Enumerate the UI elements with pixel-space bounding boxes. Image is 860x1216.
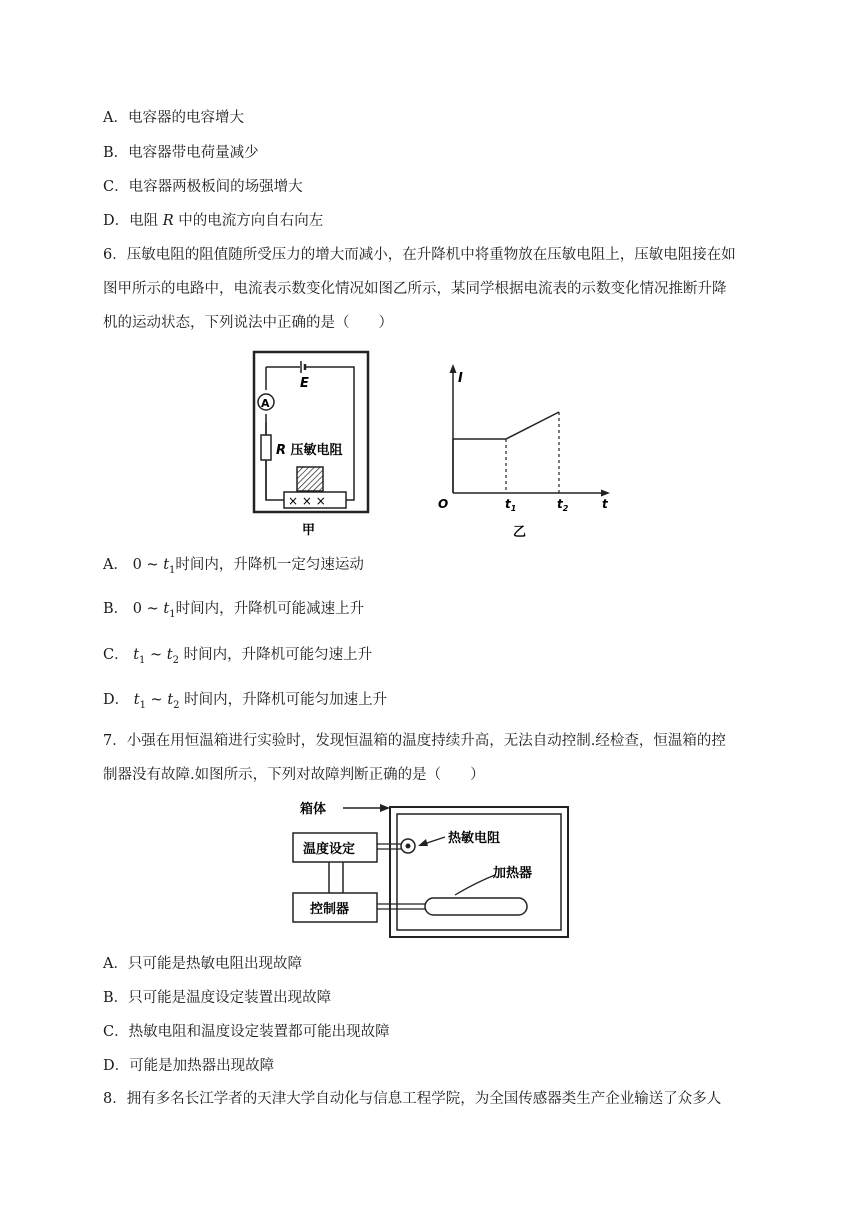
q6-option-b: B． 0 ~ $t_1$时间内，升降机可能减速上升 bbox=[103, 601, 365, 620]
thermistor-label: 热敏电阻 bbox=[448, 831, 501, 846]
q7-option-b: B．只可能是温度设定装置出现故障 bbox=[103, 990, 332, 1006]
q6-option-d: D． $t_1$ ~ $t_2$ 时间内，升降机可能匀加速上升 bbox=[103, 692, 388, 711]
resistor-label: R 压敏电阻 bbox=[276, 443, 343, 458]
q6-option-c: C． $t_1$ ~ $t_2$ 时间内，升降机可能匀速上升 bbox=[103, 647, 373, 666]
controller-label: 控制器 bbox=[310, 902, 350, 917]
q7-stem-line-1: 7．小强在用恒温箱进行实验时，发现恒温箱的温度持续升高，无法自动控制.经检查，恒温箱的控 bbox=[103, 733, 726, 749]
t2-label: $t_2$ bbox=[557, 497, 569, 513]
box-label: 箱体 bbox=[300, 802, 327, 817]
q6-circuit-figure bbox=[250, 350, 375, 540]
q5-option-b: B．电容器带电荷量减少 bbox=[103, 145, 259, 161]
current-series-line bbox=[453, 412, 559, 439]
box-outer-wall bbox=[390, 807, 568, 937]
t1-label: $t_1$ bbox=[505, 497, 517, 513]
q8-stem-line-1: 8．拥有多名长江学者的天津大学自动化与信息工程学院，为全国传感器类生产企业输送了众多人 bbox=[103, 1091, 722, 1107]
figure-jia-caption: 甲 bbox=[302, 523, 316, 538]
q5-option-d: D．电阻 R 中的电流方向自右向左 bbox=[103, 213, 324, 229]
figure-yi-caption: 乙 bbox=[513, 525, 527, 540]
q5-option-c: C．电容器两极板间的场强增大 bbox=[103, 179, 303, 195]
q6-option-a: A． 0 ~ $t_1$时间内，升降机一定匀速运动 bbox=[103, 557, 364, 576]
sensor-marks: × × × bbox=[288, 494, 326, 508]
y-axis-label: I bbox=[458, 371, 463, 386]
q7-option-d: D．可能是加热器出现故障 bbox=[103, 1058, 275, 1074]
resistor-icon bbox=[261, 435, 271, 460]
q6-current-graph bbox=[430, 360, 620, 540]
q5-option-a: A．电容器的电容增大 bbox=[103, 110, 244, 126]
q7-option-a: A．只可能是热敏电阻出现故障 bbox=[103, 956, 302, 972]
battery-label: E bbox=[300, 376, 309, 391]
ammeter-label: A bbox=[261, 397, 270, 410]
q7-stem-line-2: 制器没有故障.如图所示，下列对故障判断正确的是（ ） bbox=[103, 767, 485, 783]
heater-label: 加热器 bbox=[493, 866, 533, 881]
q6-stem-line-3: 机的运动状态，下列说法中正确的是（ ） bbox=[103, 315, 393, 331]
q6-stem-line-2: 图甲所示的电路中，电流表示数变化情况如图乙所示，某同学根据电流表的示数变化情况推断升降 bbox=[103, 281, 727, 297]
temp-set-label: 温度设定 bbox=[303, 842, 356, 857]
x-axis-label: t bbox=[602, 497, 608, 511]
q7-option-c: C．热敏电阻和温度设定装置都可能出现故障 bbox=[103, 1024, 390, 1040]
q7-thermostat-figure bbox=[285, 795, 575, 945]
origin-label: O bbox=[438, 497, 449, 511]
heater-icon bbox=[425, 898, 527, 915]
q6-stem-line-1: 6．压敏电阻的阻值随所受压力的增大而减小，在升降机中将重物放在压敏电阻上，压敏电阻接在如 bbox=[103, 247, 736, 263]
weight-block bbox=[297, 467, 323, 491]
